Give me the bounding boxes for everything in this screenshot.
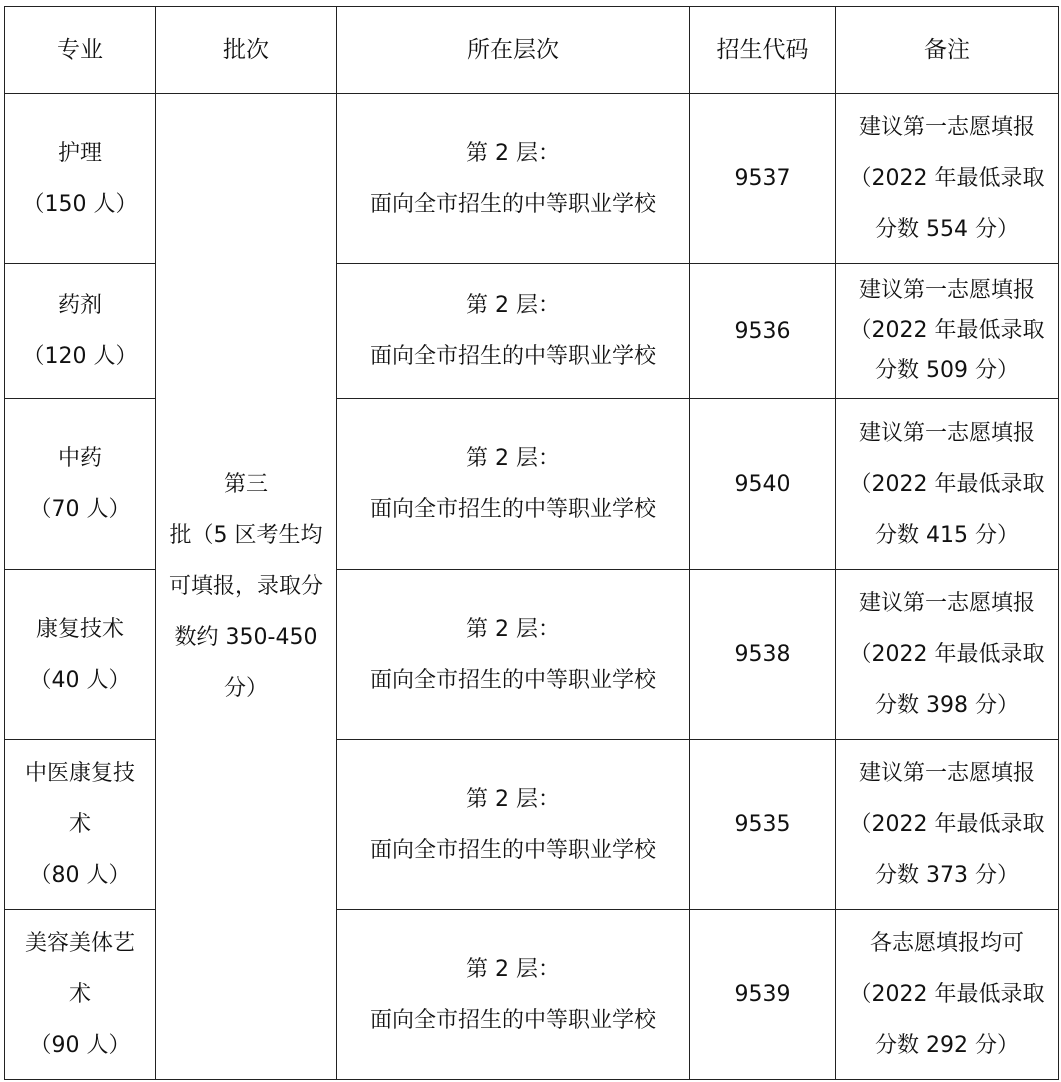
level-cell (337, 910, 690, 1080)
major-name: 中药 (57, 446, 102, 471)
level-tier: 第 2 层： (466, 140, 560, 166)
level-cell (337, 264, 690, 399)
table-row (5, 94, 1059, 264)
remark-line: 建议第一志愿填报 (858, 278, 1035, 303)
major-quota: （90 人） (29, 1033, 131, 1058)
remark-line: 建议第一志愿填报 (858, 420, 1035, 446)
batch-line: 可填报，录取分 (168, 574, 323, 599)
level-cell (337, 570, 690, 740)
code-cell: 9538 (690, 570, 836, 740)
major-quota: （80 人） (29, 863, 131, 888)
batch-line: 第三 (223, 472, 268, 497)
remark-line: （2022 年最低录取 (849, 982, 1045, 1007)
remark-line: 建议第一志愿填报 (858, 115, 1035, 140)
header-level: 所在层次 (337, 7, 690, 94)
level-tier: 第 2 层： (466, 956, 560, 982)
level-cell (337, 740, 690, 910)
remark-line: 分数 373 分） (875, 863, 1019, 888)
remark-line: 分数 554 分） (875, 217, 1019, 242)
batch-line: 批（5 区考生均 (169, 523, 323, 548)
code-cell: 9536 (690, 264, 836, 399)
remark-line: （2022 年最低录取 (849, 642, 1045, 667)
batch-line: 数约 350-450 (174, 625, 318, 650)
remark-cell (836, 94, 1059, 264)
remark-line: （2022 年最低录取 (849, 166, 1045, 191)
major-cell (5, 910, 156, 1080)
major-cell (5, 740, 156, 910)
major-name-cont: 术 (68, 982, 91, 1007)
remark-cell (836, 264, 1059, 399)
code-cell: 9539 (690, 910, 836, 1080)
batch-line: 分） (223, 676, 268, 701)
level-tier: 第 2 层： (466, 786, 560, 812)
header-major: 专业 (5, 7, 156, 94)
header-batch: 批次 (156, 7, 337, 94)
major-name: 中医康复技 (24, 761, 135, 786)
major-quota: （150 人） (22, 191, 138, 217)
level-desc: 面向全市招生的中等职业学校 (369, 667, 656, 693)
level-cell (337, 94, 690, 264)
code-cell: 9537 (690, 94, 836, 264)
header-row (5, 7, 1059, 94)
major-name: 护理 (57, 140, 102, 166)
remark-cell (836, 570, 1059, 740)
remark-line: 建议第一志愿填报 (858, 761, 1035, 786)
level-tier: 第 2 层： (466, 616, 560, 642)
level-desc: 面向全市招生的中等职业学校 (369, 497, 656, 522)
level-desc: 面向全市招生的中等职业学校 (369, 344, 656, 369)
major-quota: （70 人） (29, 497, 131, 522)
remark-line: 建议第一志愿填报 (858, 591, 1035, 616)
major-name-cont: 术 (68, 812, 91, 837)
remark-line: （2022 年最低录取 (849, 812, 1045, 837)
major-cell (5, 399, 156, 570)
major-cell (5, 570, 156, 740)
remark-line: 分数 292 分） (875, 1033, 1019, 1058)
remark-cell (836, 910, 1059, 1080)
major-name: 美容美体艺 (24, 931, 135, 956)
header-remark: 备注 (836, 7, 1059, 94)
code-cell: 9535 (690, 740, 836, 910)
major-cell (5, 264, 156, 399)
header-code: 招生代码 (690, 7, 836, 94)
major-name: 药剂 (57, 293, 102, 318)
batch-cell (156, 94, 337, 1080)
remark-line: 分数 415 分） (875, 522, 1019, 548)
remark-line: 各志愿填报均可 (869, 931, 1024, 956)
remark-line: （2022 年最低录取 (849, 471, 1045, 497)
level-desc: 面向全市招生的中等职业学校 (369, 1007, 656, 1033)
remark-line: 分数 509 分） (875, 358, 1019, 383)
major-quota: （120 人） (22, 344, 138, 369)
code-cell: 9540 (690, 399, 836, 570)
level-tier: 第 2 层： (466, 293, 560, 318)
remark-line: 分数 398 分） (875, 693, 1019, 718)
level-desc: 面向全市招生的中等职业学校 (369, 191, 656, 217)
remark-line: （2022 年最低录取 (849, 318, 1045, 343)
major-cell (5, 94, 156, 264)
remark-cell (836, 740, 1059, 910)
level-cell (337, 399, 690, 570)
level-tier: 第 2 层： (466, 446, 560, 471)
remark-cell (836, 399, 1059, 570)
admissions-table (4, 6, 1059, 1080)
level-desc: 面向全市招生的中等职业学校 (369, 837, 656, 863)
major-quota: （40 人） (29, 667, 131, 693)
major-name: 康复技术 (35, 616, 124, 642)
